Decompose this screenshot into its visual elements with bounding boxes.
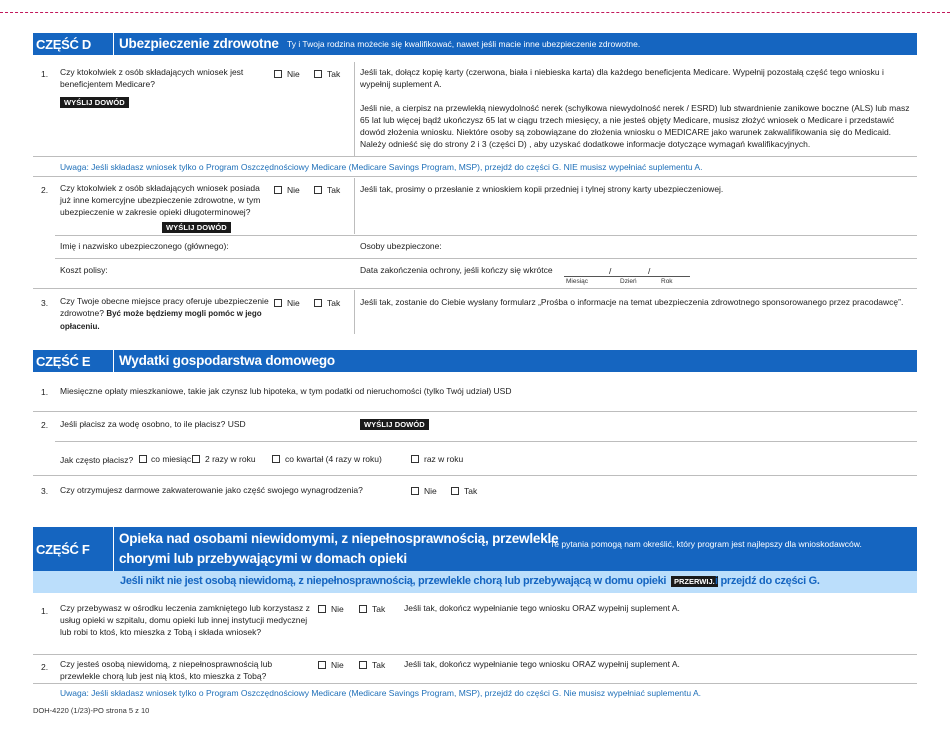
d1-yes-checkbox[interactable] bbox=[314, 70, 322, 78]
d3-yes-checkbox[interactable] bbox=[314, 299, 322, 307]
f1-answer: Jeśli tak, dokończ wypełnianie tego wniosku ORAZ wypełnij suplement A. bbox=[404, 603, 680, 613]
d1-answer-no: Jeśli nie, a cierpisz na przewlekłą niewydolność nerek (schyłkowa niewydolność nerek / ESRD) lub stwardnienie zanikowe boczne (ALS) lub masz 65 lat lub więcej bądź ukończysz 65 lat w ciągu trzech miesięcy, a nie jesteś objęty Medicare, musisz złożyć wniosek o Medicare i przedstawić dowód złożenia wniosku. Niektóre osoby są zobowiązane do złożenia wniosku o MEDICARE jako warunek zakwalifikowania się do Medicaid. Należy odnieść się do strony 2 i 3 (części D) , aby uzyskać dodatkowe informacje dotyczące wymagań kwalifikacyjnych. bbox=[360, 103, 910, 149]
section-f-header bbox=[33, 527, 917, 571]
question-d2-text-a: Czy ktokolwiek z osób składających wniosek posiada już inne komercyjne ubezpieczenie zdrowotne, w tym ubezpieczenie w zakresie bbox=[60, 183, 261, 217]
column-divider bbox=[354, 178, 355, 234]
freq-monthly-label: co miesiąc bbox=[151, 454, 192, 464]
d2-no-label: Nie bbox=[287, 185, 300, 195]
d1-no-label: Nie bbox=[287, 69, 300, 79]
section-d-code: CZĘŚĆ D bbox=[36, 37, 91, 52]
section-f-subtitle: Te pytania pomogą nam określić, który program jest najlepszy dla wnioskodawców. bbox=[550, 539, 862, 549]
stop-badge: PRZERWIJ. bbox=[671, 576, 718, 587]
freq-yearly-label: raz w roku bbox=[424, 454, 464, 464]
freq-quarterly-label: co kwartał (4 razy w roku) bbox=[285, 454, 382, 464]
section-e-code: CZĘŚĆ E bbox=[36, 354, 91, 369]
row-divider bbox=[33, 654, 917, 655]
section-d-title: Ubezpieczenie zdrowotne bbox=[119, 36, 279, 51]
d3-answer: Jeśli tak, zostanie do Ciebie wysłany formularz „Prośba o informacje na temat ubezpieczenia zdrowotnego sponsorowanego przez pracodawcę”. bbox=[360, 297, 904, 307]
column-divider bbox=[354, 290, 355, 334]
section-f-title-line2: chorymi lub przebywającymi w domach opieki bbox=[119, 551, 407, 566]
f2-yes-label: Tak bbox=[372, 660, 386, 670]
f2-no-label: Nie bbox=[331, 660, 344, 670]
insured-name-label: Imię i nazwisko ubezpieczonego (głównego): bbox=[60, 241, 229, 251]
d-msp-note: Uwaga: Jeśli składasz wniosek tylko o Program Oszczędnościowy Medicare (Medicare Savings Program, MSP), przejdź do części G. NIE musisz wypełniać suplementu A. bbox=[60, 162, 703, 172]
coverage-end-label: Data zakończenia ochrony, jeśli kończy się wkrótce bbox=[360, 265, 553, 275]
freq-quarterly-checkbox[interactable] bbox=[272, 455, 280, 463]
date-slash: / bbox=[609, 266, 612, 276]
question-number: 3. bbox=[41, 298, 49, 308]
question-number: 2. bbox=[41, 420, 49, 430]
question-number: 3. bbox=[41, 486, 49, 496]
skip-banner-text: Jeśli nikt nie jest osobą niewidomą, z niepełnosprawnością, przewlekle chorą lub przebywającą w domu opieki bbox=[120, 575, 667, 587]
d3-no-label: Nie bbox=[287, 298, 300, 308]
question-number: 1. bbox=[41, 606, 49, 616]
row-divider bbox=[33, 475, 917, 476]
d1-no-checkbox[interactable] bbox=[274, 70, 282, 78]
f2-yes-checkbox[interactable] bbox=[359, 661, 367, 669]
section-e-title: Wydatki gospodarstwa domowego bbox=[119, 353, 335, 368]
cut-line-dashed bbox=[0, 12, 950, 13]
f1-no-label: Nie bbox=[331, 604, 344, 614]
f-msp-note: Uwaga: Jeśli składasz wniosek tylko o Program Oszczędnościowy Medicare (Medicare Savings Program, MSP), przejdź do części G. Nie musisz wypełniać suplementu A. bbox=[60, 688, 702, 698]
row-divider bbox=[55, 235, 917, 236]
question-d3-bold-b: będziemy mogli pomóc w jego opłaceniu. bbox=[60, 309, 262, 331]
e3-yes-checkbox[interactable] bbox=[451, 487, 459, 495]
date-input-line[interactable] bbox=[564, 276, 690, 277]
date-slash: / bbox=[648, 266, 651, 276]
question-e3-text: Czy otrzymujesz darmowe zakwaterowanie jako część swojego wynagrodzenia? bbox=[60, 485, 363, 495]
question-e2-text: Jeśli płacisz za wodę osobno, to ile płacisz? USD bbox=[60, 419, 246, 429]
row-divider bbox=[55, 441, 917, 442]
freq-twice-yearly-checkbox[interactable] bbox=[192, 455, 200, 463]
send-proof-badge: WYŚLIJ DOWÓD bbox=[360, 419, 429, 430]
header-divider bbox=[113, 350, 114, 372]
freq-monthly-checkbox[interactable] bbox=[139, 455, 147, 463]
frequency-label: Jak często płacisz? bbox=[60, 455, 134, 465]
policy-cost-label: Koszt polisy: bbox=[60, 265, 108, 275]
question-d3-text bbox=[60, 295, 270, 333]
d3-no-checkbox[interactable] bbox=[274, 299, 282, 307]
question-e1-text: Miesięczne opłaty mieszkaniowe, takie jak czynsz lub hipoteka, w tym podatki od nieruchomości (tylko Twój udział) USD bbox=[60, 386, 512, 396]
f1-yes-checkbox[interactable] bbox=[359, 605, 367, 613]
d1-answer-yes: Jeśli tak, dołącz kopię karty (czerwona, biała i niebieska karta) dla każdego beneficjenta Medicare. Wypełnij pozostałą część tego wniosku i wypełnij suplement A. bbox=[360, 67, 884, 89]
question-d3-text-main: Czy Twoje obecne miejsce pracy oferuje ubezpieczenie zdrowotne? bbox=[60, 296, 269, 318]
question-f2-text: Czy jesteś osobą niewidomą, z niepełnosprawnością lub przewlekle chorą lub jest nią ktoś, kto mieszka z Tobą? bbox=[60, 659, 273, 681]
d2-yes-checkbox[interactable] bbox=[314, 186, 322, 194]
send-proof-badge: WYŚLIJ DOWÓD bbox=[60, 97, 129, 108]
e3-no-checkbox[interactable] bbox=[411, 487, 419, 495]
section-e-header bbox=[33, 350, 917, 372]
row-divider bbox=[33, 683, 917, 684]
question-d2-text bbox=[60, 182, 270, 218]
skip-banner-goto: i przejdź do części G. bbox=[715, 575, 820, 587]
question-d3-bold-a: Być może bbox=[106, 309, 144, 318]
header-divider bbox=[113, 33, 114, 55]
form-footer: DOH-4220 (1/23)-PO strona 5 z 10 bbox=[33, 706, 150, 715]
section-d-header bbox=[33, 33, 917, 55]
date-day-label: Dzień bbox=[620, 278, 637, 285]
question-d2-text-b: opieki długoterminowej? bbox=[159, 207, 251, 217]
question-number: 1. bbox=[41, 69, 49, 79]
section-f-title-line1: Opieka nad osobami niewidomymi, z niepełnosprawnością, przewlekle bbox=[119, 531, 559, 546]
send-proof-badge: WYŚLIJ DOWÓD bbox=[162, 222, 231, 233]
f1-no-checkbox[interactable] bbox=[318, 605, 326, 613]
question-number: 2. bbox=[41, 185, 49, 195]
f1-yes-label: Tak bbox=[372, 604, 386, 614]
insured-persons-label: Osoby ubezpieczone: bbox=[360, 241, 442, 251]
freq-yearly-checkbox[interactable] bbox=[411, 455, 419, 463]
freq-twice-yearly-label: 2 razy w roku bbox=[205, 454, 256, 464]
row-divider bbox=[33, 176, 917, 177]
section-f-code: CZĘŚĆ F bbox=[36, 542, 90, 557]
column-divider bbox=[354, 62, 355, 156]
d1-yes-label: Tak bbox=[327, 69, 341, 79]
row-divider bbox=[33, 411, 917, 412]
section-f-skip-banner bbox=[33, 571, 917, 593]
question-d1-text: Czy ktokolwiek z osób składających wniosek jest beneficjentem Medicare? bbox=[60, 67, 244, 89]
date-year-label: Rok bbox=[661, 278, 673, 285]
d3-yes-label: Tak bbox=[327, 298, 341, 308]
row-divider bbox=[33, 288, 917, 289]
d2-no-checkbox[interactable] bbox=[274, 186, 282, 194]
header-divider bbox=[113, 527, 114, 571]
question-number: 2. bbox=[41, 662, 49, 672]
d2-yes-label: Tak bbox=[327, 185, 341, 195]
f2-answer: Jeśli tak, dokończ wypełnianie tego wniosku ORAZ wypełnij suplement A. bbox=[404, 659, 680, 669]
d2-answer: Jeśli tak, prosimy o przesłanie z wnioskiem kopii przedniej i tylnej strony karty ubezpieczeniowej. bbox=[360, 184, 724, 194]
e3-yes-label: Tak bbox=[464, 486, 478, 496]
question-number: 1. bbox=[41, 387, 49, 397]
section-d-subtitle: Ty i Twoja rodzina możecie się kwalifikować, nawet jeśli macie inne ubezpieczenie zdrowotne. bbox=[287, 39, 641, 49]
f2-no-checkbox[interactable] bbox=[318, 661, 326, 669]
e3-no-label: Nie bbox=[424, 486, 437, 496]
row-divider bbox=[33, 156, 917, 157]
row-divider bbox=[55, 258, 917, 259]
date-month-label: Miesiąc bbox=[566, 278, 589, 285]
question-f1-text: Czy przebywasz w ośrodku leczenia zamkniętego lub korzystasz z usług opieki w szpitalu, domu opieki lub innej instytucji medycznej lub robi to ktoś, kto mieszka z Tobą i składa wniosek? bbox=[60, 603, 310, 637]
